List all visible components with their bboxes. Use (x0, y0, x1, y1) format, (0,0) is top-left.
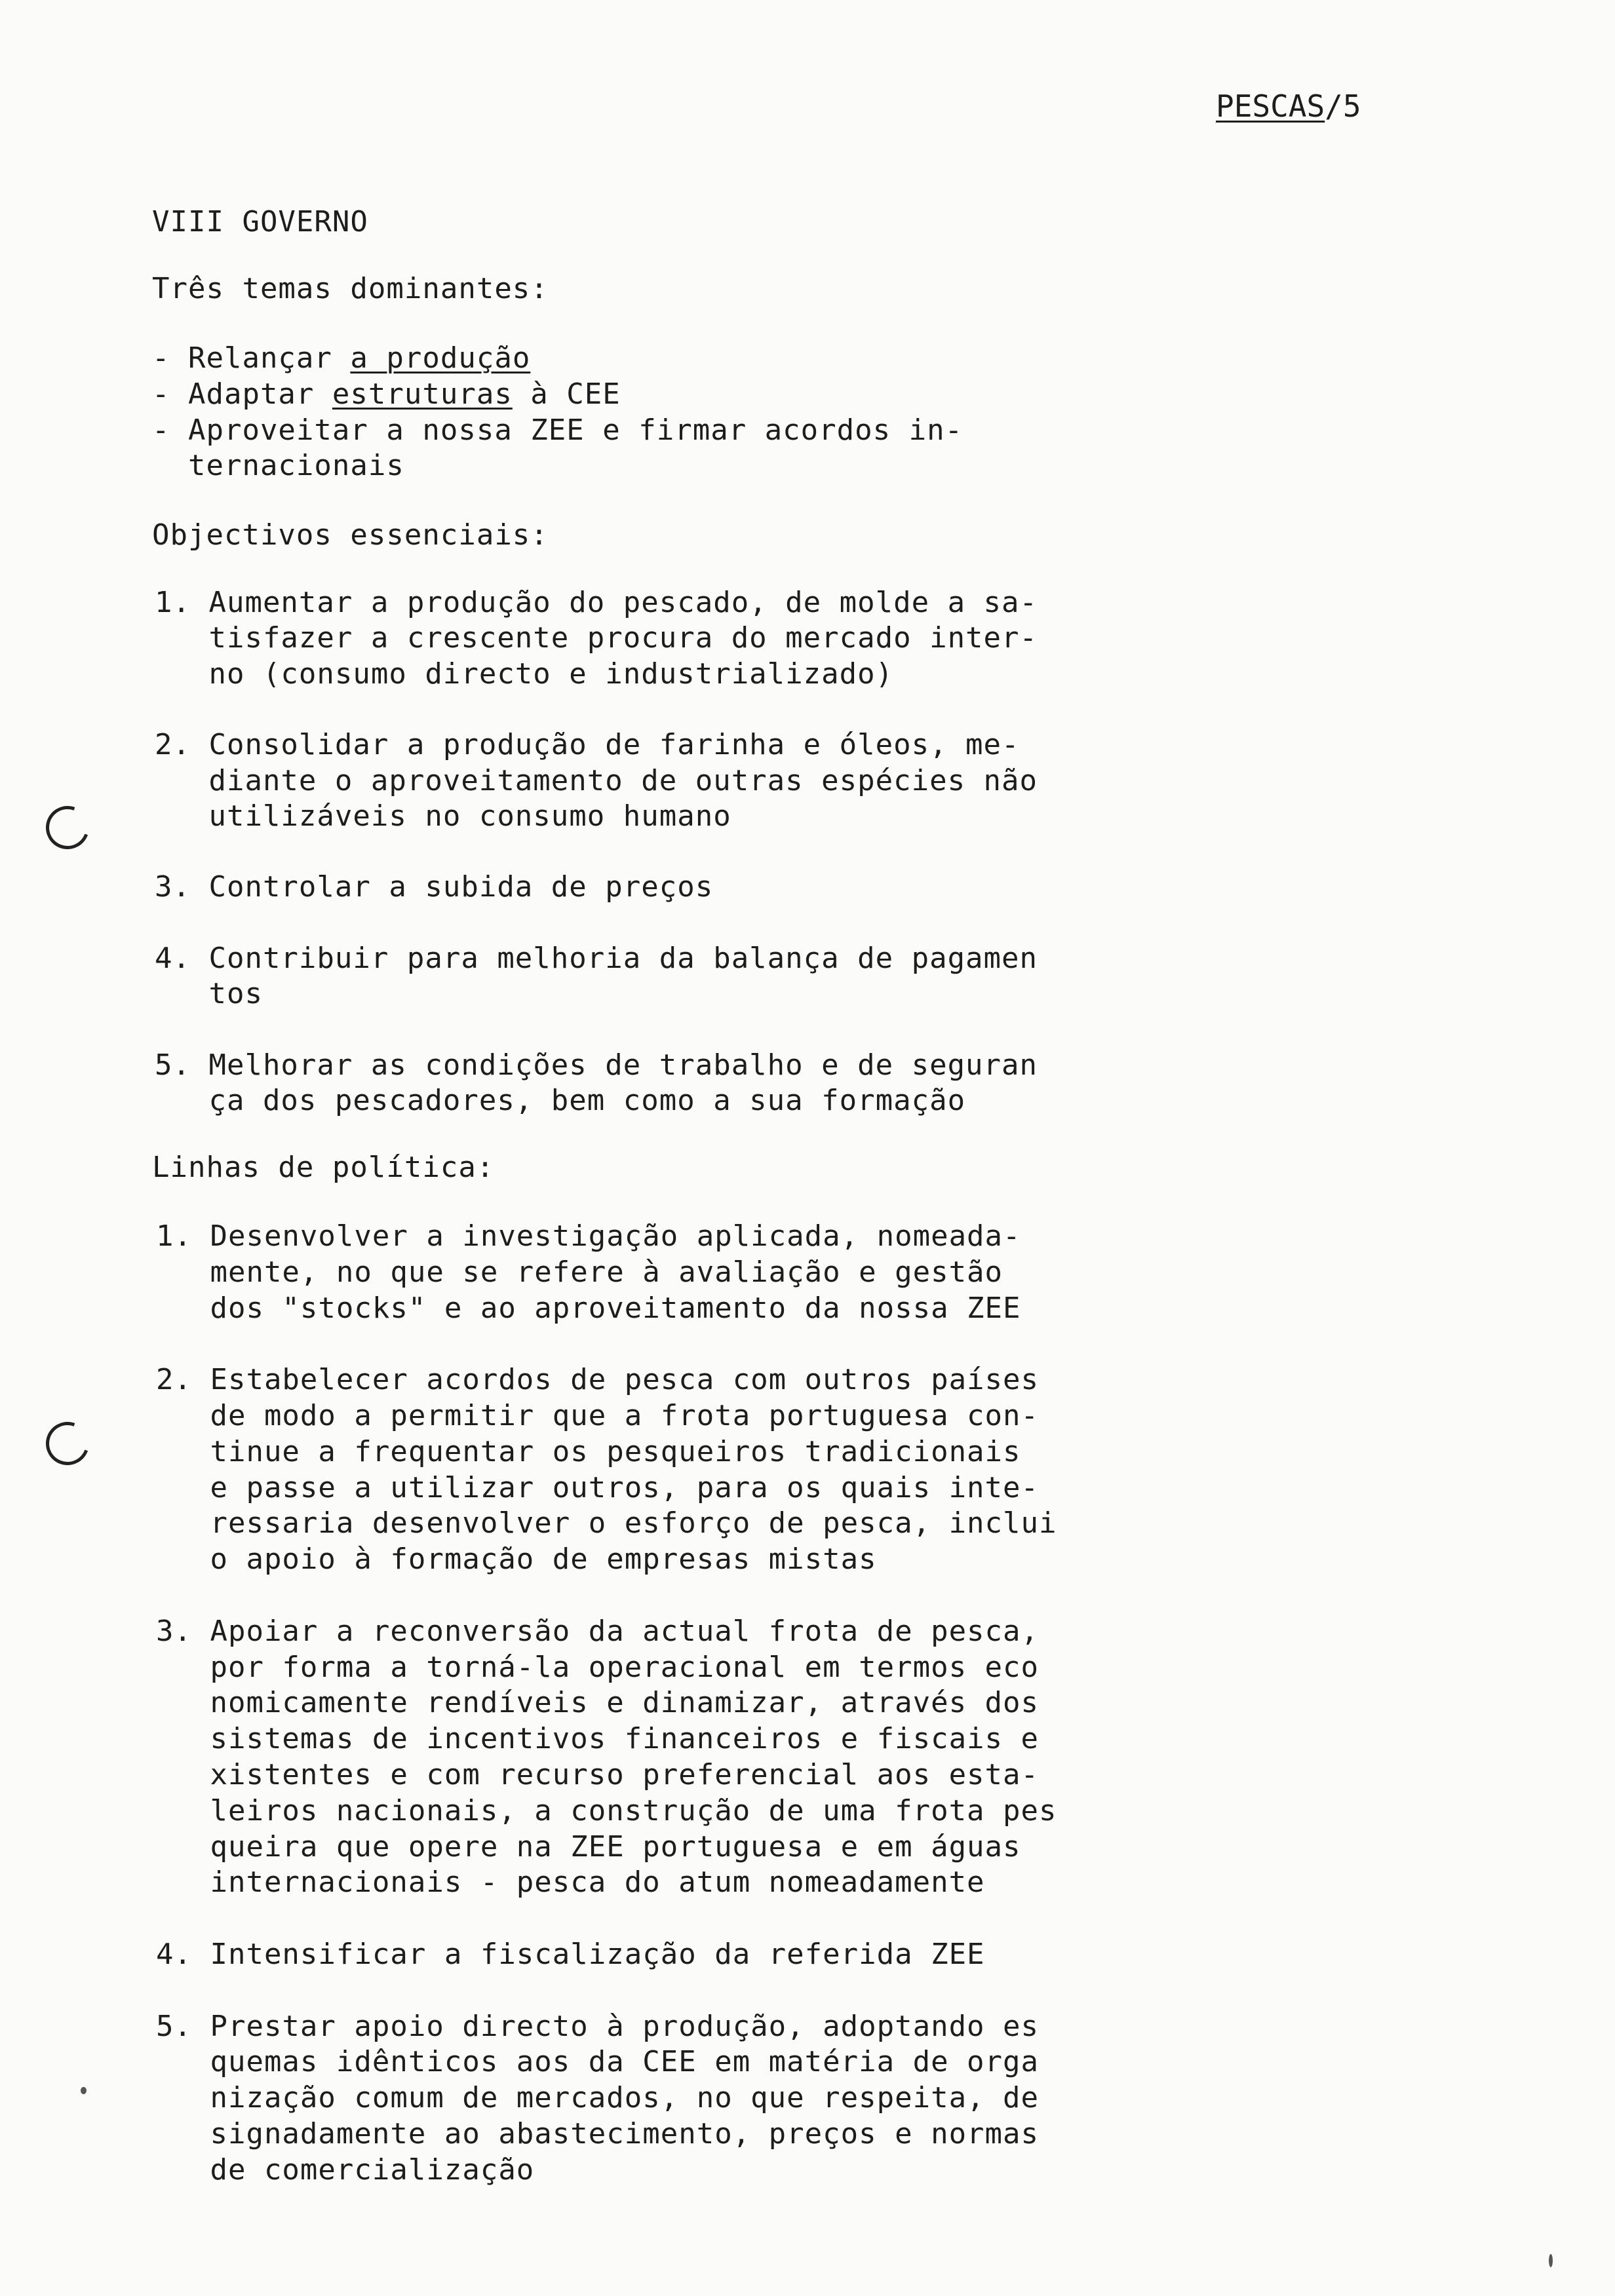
text-line: e passe a utilizar outros, para os quais inte- (156, 1470, 1040, 1504)
text-line: ressaria desenvolver o esforço de pesca, inclui (156, 1506, 1057, 1540)
text-line: ça dos pescadores, bem como a sua formação (155, 1084, 966, 1118)
text-line: de comercialização (156, 2152, 535, 2187)
text-line: 1. Desenvolver a investigação aplicada, nomeada- (156, 1219, 1021, 1253)
theme-item (152, 413, 963, 448)
theme-text: à CEE (512, 377, 621, 411)
theme-text: ternacionais (152, 449, 404, 482)
theme-text: - Aproveitar a nossa ZEE e firmar acordos in- (152, 413, 963, 447)
theme-item (152, 341, 530, 376)
policy-heading: Linhas de política: (152, 1151, 495, 1184)
punch-hole (39, 1415, 96, 1472)
text-line: 5. Prestar apoio directo à produção, adoptando es (156, 2009, 1040, 2043)
text-line: utilizáveis no consumo humano (155, 799, 731, 833)
text-line: de modo a permitir que a frota portuguesa con- (156, 1399, 1040, 1432)
theme-text: - Relançar (152, 341, 351, 375)
text-line: no (consumo directo e industrializado) (155, 657, 894, 691)
text-line: o apoio à formação de empresas mistas (156, 1542, 877, 1577)
text-line: quemas idênticos aos da CEE em matéria de orga (156, 2045, 1040, 2079)
text-line: 1. Aumentar a produção do pescado, de molde a sa- (155, 586, 1038, 619)
punch-hole (39, 799, 96, 856)
theme-text: - Adaptar (152, 377, 332, 411)
text-line: nização comum de mercados, no que respeita, de (156, 2081, 1040, 2115)
text-line: por forma a torná-la operacional em termos eco (156, 1650, 1040, 1684)
themes-heading: Três temas dominantes: (152, 272, 549, 305)
theme-item (152, 448, 404, 484)
text-line: tos (155, 977, 263, 1011)
text-line: nomicamente rendíveis e dinamizar, através dos (156, 1686, 1040, 1720)
ink-speck (1549, 2254, 1553, 2267)
text-line: signadamente ao abastecimento, preços e normas (156, 2117, 1040, 2151)
text-line: dos "stocks" e ao aproveitamento da nossa ZEE (156, 1291, 1021, 1325)
text-line: 2. Estabelecer acordos de pesca com outros países (156, 1363, 1040, 1397)
text-line: queira que opere na ZEE portuguesa e em águas (156, 1829, 1021, 1864)
document-title: VIII GOVERNO (152, 205, 368, 239)
theme-item (152, 377, 621, 412)
theme-underlined-text: estruturas (332, 377, 513, 411)
objectives-heading: Objectivos essenciais: (152, 518, 549, 552)
text-line: 4. Contribuir para melhoria da balança de pagamen (155, 942, 1038, 975)
text-line: tisfazer a crescente procura do mercado inter- (155, 621, 1038, 655)
text-line: 5. Melhorar as condições de trabalho e de seguran (155, 1048, 1038, 1082)
ink-speck (81, 2087, 87, 2094)
theme-underlined-text: a produção (350, 341, 531, 375)
text-line: sistemas de incentivos financeiros e fiscais e (156, 1722, 1040, 1756)
text-line: 2. Consolidar a produção de farinha e óleos, me- (155, 728, 1020, 762)
text-line: xistentes e com recurso preferencial aos esta- (156, 1758, 1040, 1791)
header-page: /5 (1325, 88, 1361, 124)
text-line: tinue a frequentar os pesqueiros tradicionais (156, 1434, 1021, 1468)
text-line: 3. Apoiar a reconversão da actual frota de pesca, (156, 1614, 1040, 1648)
text-line: 4. Intensificar a fiscalização da referida ZEE (156, 1938, 985, 1971)
text-line: mente, no que se refere à avaliação e gestão (156, 1255, 1003, 1289)
header-code: PESCAS (1216, 88, 1325, 124)
text-line: diante o aproveitamento de outras espécies não (155, 763, 1038, 797)
text-line: 3. Controlar a subida de preços (155, 870, 714, 904)
page-header (1216, 88, 1361, 124)
text-line: internacionais - pesca do atum nomeadamente (156, 1866, 985, 1900)
text-line: leiros nacionais, a construção de uma frota pes (156, 1793, 1057, 1827)
